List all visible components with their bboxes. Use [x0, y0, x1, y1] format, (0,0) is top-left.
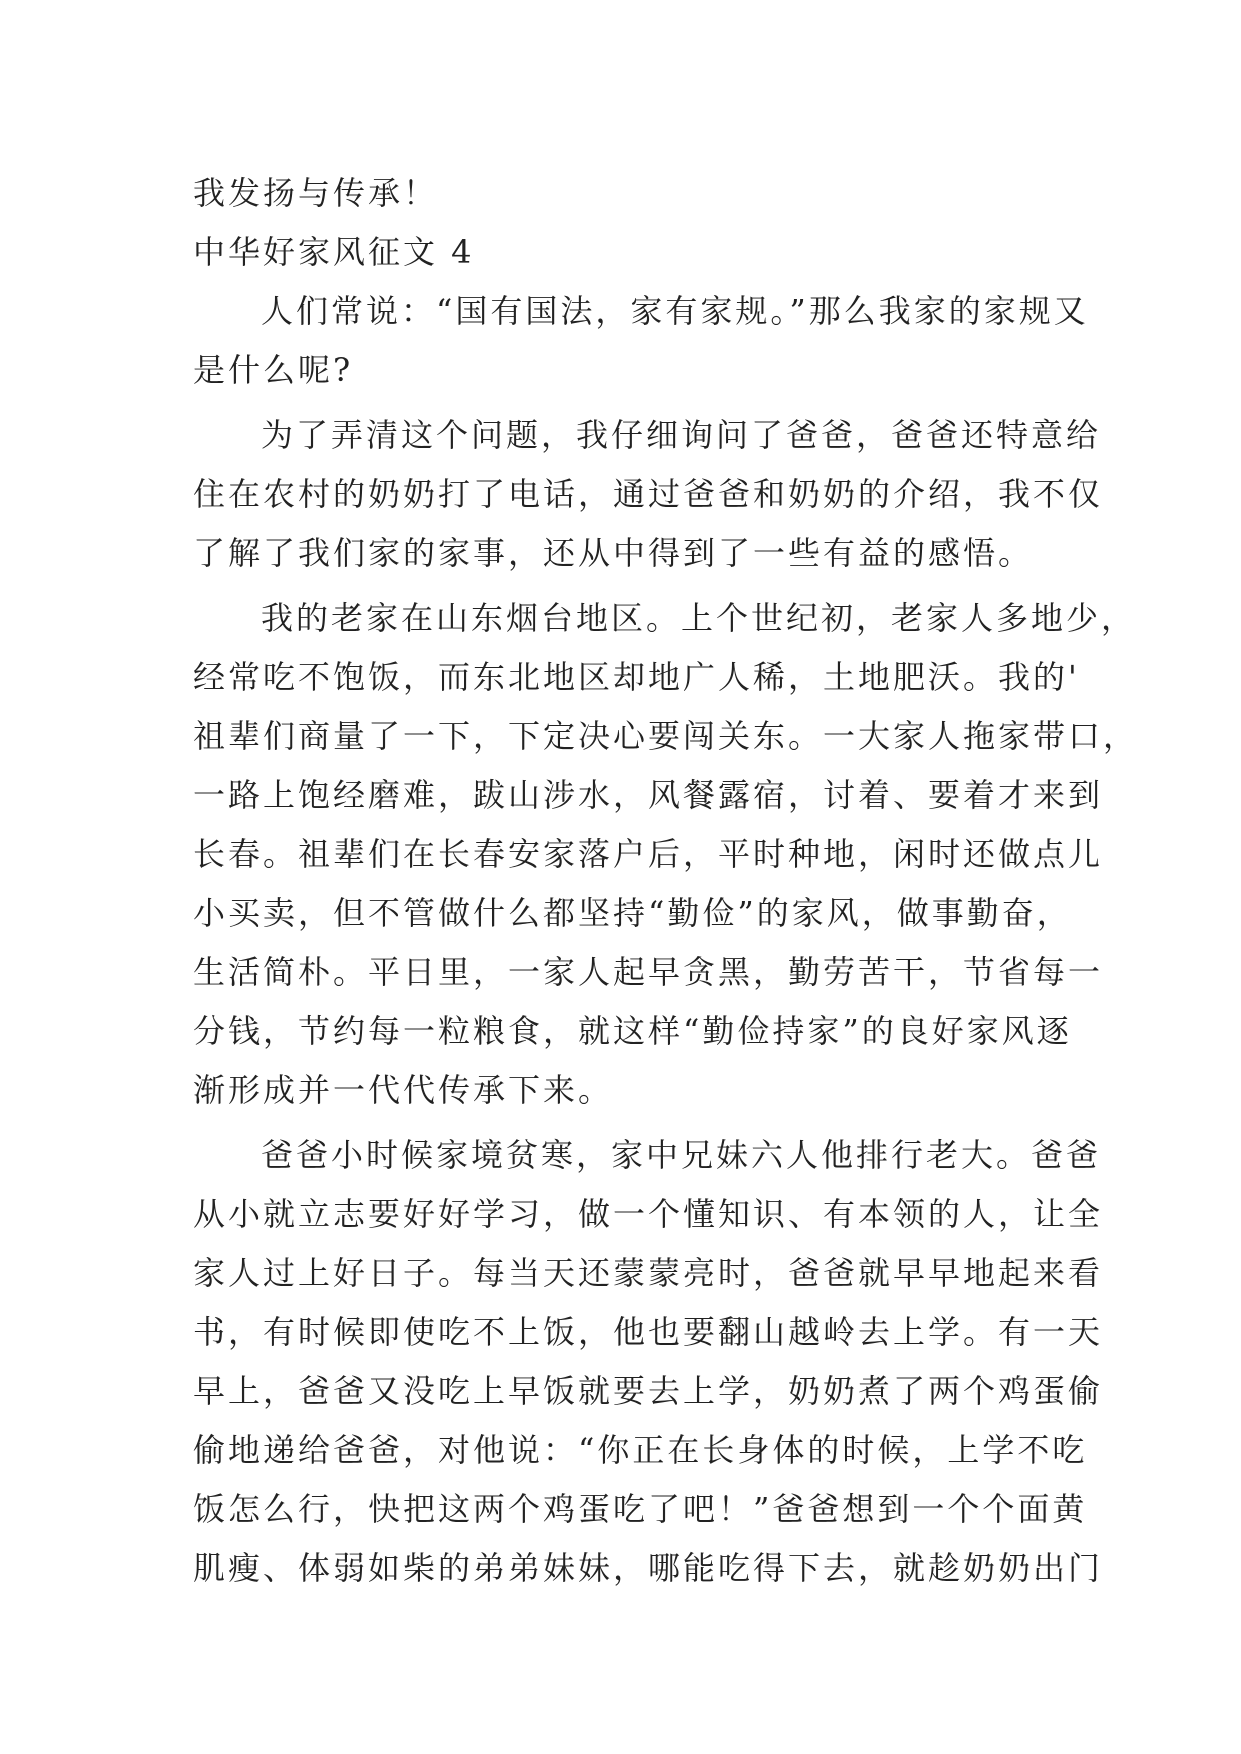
paragraph-3-line-3: 祖辈们商量了一下，下定决心要闯关东。一大家人拖家带口， — [193, 717, 1139, 755]
paragraph-4-line-3: 家人过上好日子。每当天还蒙蒙亮时，爸爸就早早地起来看 — [193, 1254, 1104, 1292]
paragraph-3-line-2: 经常吃不饱饭，而东北地区却地广人稀，土地肥沃。我的' — [193, 658, 1080, 696]
paragraph-2-line-2: 住在农村的奶奶打了电话，通过爸爸和奶奶的介绍，我不仅 — [193, 475, 1104, 513]
text-line-closing: 我发扬与传承！ — [193, 174, 439, 212]
paragraph-2-line-3: 了解了我们家的家事，还从中得到了一些有益的感悟。 — [193, 534, 1034, 572]
paragraph-3-line-6: 小买卖，但不管做什么都坚持“勤俭”的家风，做事勤奋， — [193, 894, 1072, 932]
paragraph-4-line-8: 肌瘦、体弱如柴的弟弟妹妹，哪能吃得下去，就趁奶奶出门 — [193, 1549, 1104, 1587]
paragraph-2-line-1: 为了弄清这个问题，我仔细询问了爸爸，爸爸还特意给 — [261, 416, 1102, 454]
paragraph-4-line-6: 偷地递给爸爸，对他说：“你正在长身体的时候，上学不吃 — [193, 1431, 1088, 1469]
paragraph-3-line-7: 生活简朴。平日里，一家人起早贪黑，勤劳苦干，节省每一 — [193, 953, 1104, 991]
document-body — [193, 164, 1139, 1598]
paragraph-3-line-4: 一路上饱经磨难，跋山涉水，风餐露宿，讨着、要着才来到 — [193, 776, 1104, 814]
paragraph-3-line-9: 渐形成并一代代传承下来。 — [193, 1071, 614, 1109]
paragraph-1-line-1: 人们常说：“国有国法，家有家规。”那么我家的家规又 — [261, 292, 1089, 330]
paragraph-3-line-5: 长春。祖辈们在长春安家落户后，平时种地，闲时还做点儿 — [193, 835, 1104, 873]
paragraph-3-line-8: 分钱，节约每一粒粮食，就这样“勤俭持家”的良好家风逐 — [193, 1012, 1072, 1050]
paragraph-3-line-1: 我的老家在山东烟台地区。上个世纪初，老家人多地少， — [261, 599, 1137, 637]
essay-title: 中华好家风征文 4 — [193, 233, 475, 271]
paragraph-4-line-4: 书，有时候即使吃不上饭，他也要翻山越岭去上学。有一天 — [193, 1313, 1104, 1351]
paragraph-4-line-2: 从小就立志要好好学习，做一个懂知识、有本领的人，让全 — [193, 1195, 1104, 1233]
paragraph-1-line-2: 是什么呢? — [193, 351, 354, 389]
paragraph-4-line-5: 早上，爸爸又没吃上早饭就要去上学，奶奶煮了两个鸡蛋偷 — [193, 1372, 1104, 1410]
paragraph-4-line-7: 饭怎么行，快把这两个鸡蛋吃了吧！”爸爸想到一个个面黄 — [193, 1490, 1088, 1528]
paragraph-4-line-1: 爸爸小时候家境贫寒，家中兄妹六人他排行老大。爸爸 — [261, 1136, 1102, 1174]
